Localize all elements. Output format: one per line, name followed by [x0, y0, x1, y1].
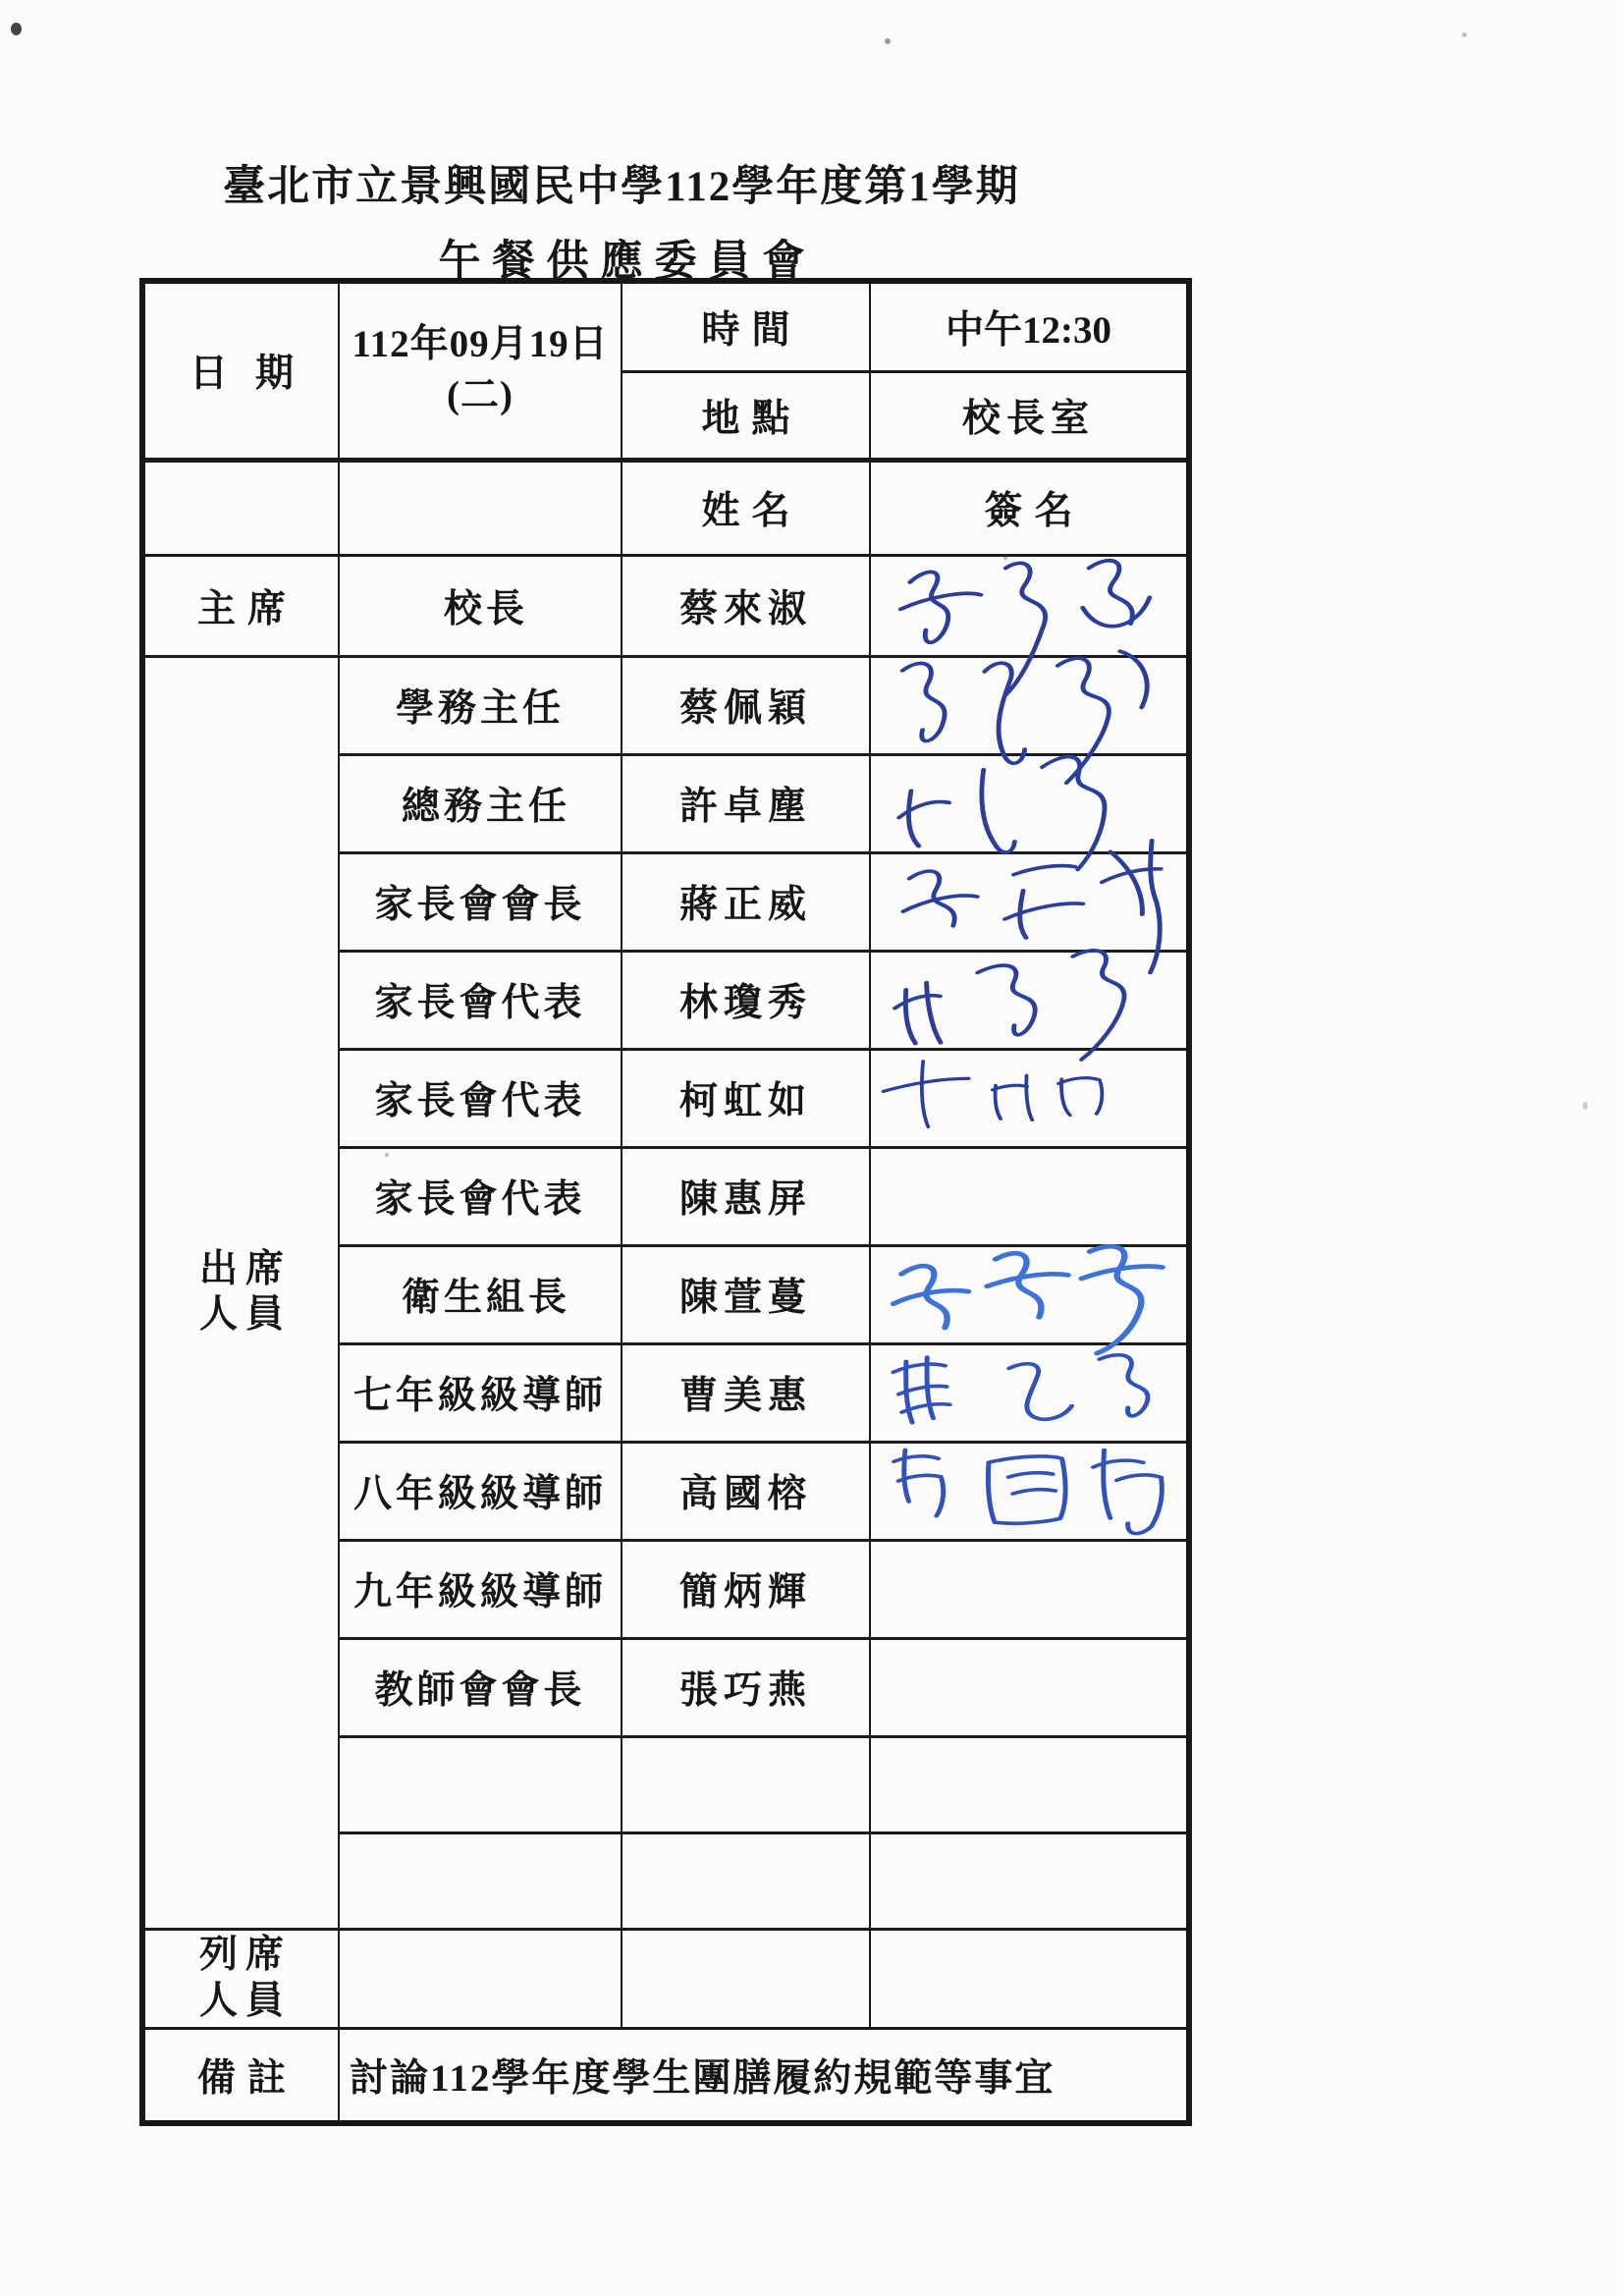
date-label-cell: 日期 [142, 281, 339, 460]
scan-speck [11, 23, 22, 35]
role-cell-empty [339, 1832, 622, 1929]
signature-cell-empty [870, 1147, 1189, 1245]
role-cell: 衛生組長 [339, 1245, 622, 1343]
remark-value-cell: 討論112學年度學生團膳履約規範等事宜 [339, 2028, 1189, 2123]
table-row [142, 281, 1189, 371]
ink-stroke [992, 1075, 1032, 1121]
name-cell: 蔡來淑 [622, 555, 870, 656]
name-cell: 陳惠屏 [622, 1147, 870, 1245]
signature-strokes [893, 1341, 1149, 1432]
scan-speck [385, 1153, 389, 1157]
table-row [142, 2028, 1189, 2123]
name-cell: 林瓊秀 [622, 951, 870, 1049]
role-cell: 家長會會長 [339, 852, 622, 951]
table-row [142, 555, 1189, 656]
signature-cell-empty [870, 1638, 1189, 1736]
ink-stroke [975, 766, 1017, 855]
signature-cell [870, 1343, 1189, 1442]
document-title [116, 153, 1127, 288]
ink-stroke [1001, 863, 1086, 940]
signature-cell [870, 1442, 1189, 1540]
name-cell: 柯虹如 [622, 1049, 870, 1147]
remark-label-cell: 備註 [142, 2028, 339, 2123]
ink-stroke [984, 661, 1027, 765]
time-value-cell: 中午12:30 [870, 281, 1189, 371]
scan-speck [1462, 32, 1467, 37]
ink-stroke [1058, 1076, 1104, 1115]
ink-stroke [893, 981, 947, 1049]
role-cell: 八年級級導師 [339, 1442, 622, 1540]
blank-cell [339, 460, 622, 555]
ink-stroke [1093, 1448, 1163, 1535]
ink-stroke [899, 866, 980, 931]
ink-stroke [1009, 1360, 1073, 1421]
signature-ink [872, 1433, 1184, 1549]
scan-speck [1003, 556, 1007, 560]
name-cell-empty [622, 1736, 870, 1832]
role-cell-empty [339, 1736, 622, 1832]
date-weekday: (二) [447, 374, 514, 417]
signature-strokes [882, 1052, 1104, 1128]
scan-speck [885, 38, 891, 44]
ink-stroke [893, 1449, 945, 1517]
ink-stroke [902, 661, 948, 743]
place-value-cell: 校長室 [870, 371, 1189, 460]
name-cell: 簡炳輝 [622, 1540, 870, 1638]
signature-cell [870, 951, 1189, 1049]
ink-stroke [920, 1061, 928, 1126]
ink-stroke [1120, 648, 1151, 709]
table-header-row [142, 460, 1189, 555]
observers-label-line1: 列席 [198, 1934, 292, 1977]
signature-cell-empty [870, 1929, 1189, 2028]
table-row [142, 1929, 1189, 2028]
role-cell-empty [339, 1929, 622, 2028]
ink-stroke [988, 1455, 1067, 1524]
signature-cell-empty [870, 1736, 1189, 1832]
role-cell: 教師會會長 [339, 1638, 622, 1736]
signature-strokes [893, 1441, 1163, 1542]
ink-stroke [892, 1263, 970, 1330]
signature-cell [870, 1049, 1189, 1147]
blank-cell [142, 460, 339, 555]
role-cell: 家長會代表 [339, 1049, 622, 1147]
attendees-section-cell [142, 656, 339, 1929]
time-label-cell: 時間 [622, 281, 870, 371]
name-cell-empty [622, 1929, 870, 2028]
observers-label-line2: 人員 [198, 1979, 292, 2022]
signature-cell [870, 555, 1189, 656]
chair-section-cell: 主席 [142, 555, 339, 656]
ink-stroke [1079, 557, 1152, 629]
ink-stroke [883, 1078, 969, 1091]
name-cell: 張巧燕 [622, 1638, 870, 1736]
name-cell: 高國榕 [622, 1442, 870, 1540]
signature-column-header: 簽名 [870, 460, 1189, 555]
ink-stroke [909, 571, 950, 643]
name-cell: 曹美惠 [622, 1343, 870, 1442]
table-row [142, 656, 1189, 754]
name-cell: 蔡佩穎 [622, 656, 870, 754]
ink-stroke [1100, 1352, 1150, 1417]
name-column-header: 姓名 [622, 460, 870, 555]
ink-stroke [894, 783, 957, 848]
page-title-line2: 午餐供應委員會 [438, 239, 817, 285]
role-cell: 九年級級導師 [339, 1540, 622, 1638]
ink-stroke [893, 1355, 950, 1423]
role-cell: 總務主任 [339, 754, 622, 852]
ink-stroke [986, 1250, 1070, 1319]
attendance-table [139, 278, 1192, 2126]
role-cell: 家長會代表 [339, 951, 622, 1049]
name-cell: 蔣正威 [622, 852, 870, 951]
attendees-label-line2: 人員 [198, 1293, 292, 1336]
role-cell: 校長 [339, 555, 622, 656]
signature-cell [870, 1245, 1189, 1343]
attendees-label-line1: 出席 [198, 1247, 292, 1290]
name-cell: 許卓塵 [622, 754, 870, 852]
signature-cell-empty [870, 1832, 1189, 1929]
signature-ink [872, 1039, 1142, 1158]
place-label-cell: 地點 [622, 371, 870, 460]
date-value-cell [339, 281, 622, 460]
scan-speck [1583, 1102, 1588, 1110]
observers-section-cell [142, 1929, 339, 2028]
role-cell: 學務主任 [339, 656, 622, 754]
role-cell: 七年級級導師 [339, 1343, 622, 1442]
role-cell: 家長會代表 [339, 1147, 622, 1245]
name-cell: 陳萱蔓 [622, 1245, 870, 1343]
name-cell-empty [622, 1832, 870, 1929]
date-value: 112年09月19日 [352, 322, 609, 365]
page-title-line1: 臺北市立景興國民中學112學年度第1學期 [223, 164, 1020, 210]
signature-cell-empty [870, 1540, 1189, 1638]
ink-stroke [977, 961, 1038, 1039]
